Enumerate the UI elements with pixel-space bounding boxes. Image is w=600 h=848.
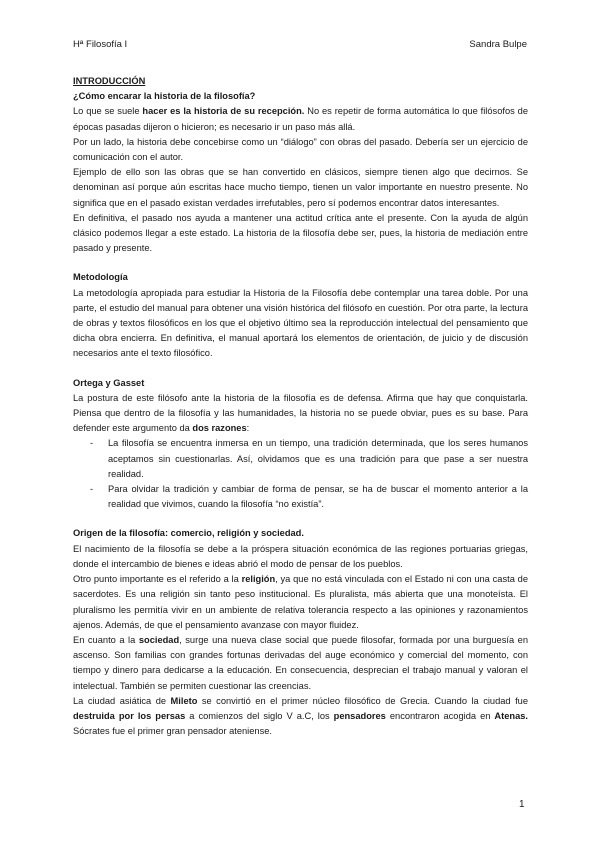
metodologia-paragraph: La metodología apropiada para estudiar la Historia de la Filosofía debe contemplar una tarea doble. Por una parte, el estudio del manual para obtener una visión histórica del filósofo en cuestión. Por otra parte, la lectura de obras y textos filosóficos en los que el objetivo último sea la reproducción intelectual del pensamiento que dicha obra encierra. En definitiva, el manual aportará los elementos de orientación, de juicio y de discusión necesarios ante el texto filosófico. [73, 287, 528, 359]
section-title-ortega: Ortega y Gasset [73, 377, 145, 388]
origen-paragraph-3: En cuanto a la sociedad, surge una nueva clase social que puede filosofar, formada por una burguesía en ascenso. Son familias con grandes fortunas derivadas del auge económico y comercial del momento, con tiempo y dinero para dedicarse a la educación. En consecuencia, desprecian el trabajo manual y valoran el intelectual. También se permiten cuestionar las creencias. [73, 634, 528, 691]
origen-paragraph-4: La ciudad asiática de Mileto se convirtió en el primer núcleo filosófico de Grecia. Cuando la ciudad fue destruida por los persas a comienzos del siglo V a.C, los pensadores encontraron acogida en Atenas. Sócrates fue el primer gran pensador ateniense. [73, 695, 529, 737]
document-body [73, 74, 528, 739]
intro-paragraph-3: Ejemplo de ello son las obras que se han convertido en clásicos, siempre tienen algo que decirnos. Se denominan así porque aún escritas hace mucho tiempo, tienen un valor importante en nuestro presente. No significa que en el pasado existan verdades irrefutables, pero sí podemos encontrar datos interesantes. [73, 167, 528, 208]
intro-paragraph-2: Por un lado, la historia debe concebirse como un “diálogo” con obras del pasado. Debería ser un ejercicio de comunicación con el autor. [73, 136, 528, 163]
origen-paragraph-2: Otro punto importante es el referido a la religión, ya que no está vinculada con el Estado ni con una casta de sacerdotes. Es una religión sin tanto peso institucional. Es pluralista, más abierta que una monoteísta. El pluralismo les permitía vivir en un ambiente de relativa tolerancia respecto a las opiniones y razonamientos ajenos. Además, de que el pensamiento avanzase con mayor fluidez. [73, 574, 528, 630]
list-item: - La filosofía se encuentra inmersa en un tiempo, una tradición determinada, que los seres humanos aceptamos sin cuestionarlas. Así, olvidamos que es una tradición para que pase a ser nuestra realidad. [73, 436, 528, 482]
header-author: Sandra Bulpe [469, 39, 527, 50]
section-title-origen: Origen de la filosofía: comercio, religión y sociedad. [73, 528, 304, 539]
intro-question: ¿Cómo encarar la historia de la filosofía? [73, 91, 256, 102]
intro-paragraph-4: En definitiva, el pasado nos ayuda a mantener una actitud crítica ante el presente. Con la ayuda de algún clásico podemos llegar a este estado. La historia de la filosofía debe ser, pues, la historia de mediación entre pasado y presente. [73, 212, 528, 254]
page-number: 1 [519, 799, 525, 810]
section-title-introduccion: INTRODUCCIÓN [73, 76, 146, 86]
ortega-bullet-list [73, 436, 528, 512]
ortega-paragraph: La postura de este filósofo ante la historia de la filosofía es de defensa. Afirma que hay que conquistarla. Piensa que dentro de la filosofía y las humanidades, la historia no se puede obviar, pues es su base. Para defender este argumento da dos razones: [73, 392, 528, 434]
header-course: Hª Filosofía I [73, 39, 128, 50]
list-item: - Para olvidar la tradición y cambiar de forma de pensar, se ha de buscar el momento anterior a la realidad que vivimos, cuando la filosofía “no existía”. [73, 482, 528, 512]
intro-paragraph-1: Lo que se suele hacer es la historia de su recepción. No es repetir de forma automática lo que filósofos de épocas pasadas dijeron o hicieron; es necesario ir un paso más allá. [73, 106, 528, 132]
origen-paragraph-1: El nacimiento de la filosofía se debe a la próspera situación económica de las regiones portuarias griegas, donde el intercambio de bienes e ideas abrió el modo de pensar de los pueblos. [73, 543, 528, 569]
section-title-metodologia: Metodología [73, 272, 128, 283]
page-header [73, 39, 527, 50]
